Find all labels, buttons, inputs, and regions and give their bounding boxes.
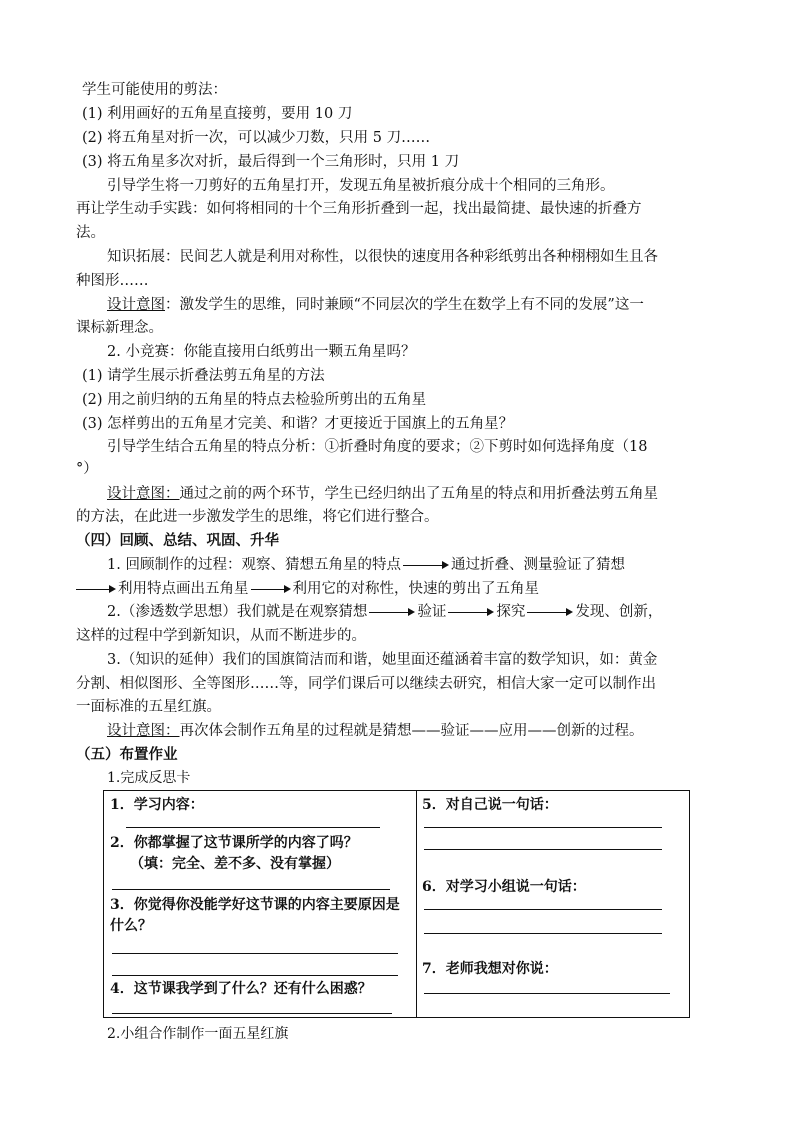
text-line: (2) 用之前归纳的五角星的特点去检验所剪出的五角星 <box>82 392 427 408</box>
flow-step: 发现、创新， <box>575 604 663 620</box>
arrow-icon <box>369 602 415 622</box>
answer-line[interactable] <box>424 849 662 850</box>
text-line: 种图形…… <box>76 273 149 289</box>
answer-line[interactable] <box>424 933 662 934</box>
arrow-icon <box>76 579 116 599</box>
design-intent-text: ：激发学生的思维，同时兼顾“不同层次的学生在数学上有不同的发展”这一 <box>165 297 644 313</box>
arrow-icon <box>251 579 291 599</box>
answer-line[interactable] <box>424 993 670 994</box>
text-line: °） <box>76 461 98 477</box>
card-question-1: 1．学习内容： <box>110 797 204 813</box>
text-line: 3.（知识的延伸）我们的国旗简洁而和谐，她里面还蕴涵着丰富的数学知识，如：黄金 <box>107 652 658 668</box>
reflection-card <box>103 790 690 1018</box>
design-intent-text: 再次体会制作五角星的过程就是猜想——验证——应用——创新的过程。 <box>179 723 644 739</box>
design-intent-line <box>107 721 644 741</box>
answer-line[interactable] <box>424 827 662 828</box>
flow-line <box>107 602 662 622</box>
text-line: 课标新理念。 <box>76 320 163 336</box>
text-line: 再让学生动手实践：如何将相同的十个三角形折叠到一起，找出最简捷、最快速的折叠方 <box>76 201 642 217</box>
design-intent-line <box>107 295 644 315</box>
answer-line[interactable] <box>112 975 398 976</box>
design-intent-label: 设计意图 <box>107 297 165 313</box>
flow-step: 验证 <box>417 604 447 620</box>
answer-line[interactable] <box>126 827 380 828</box>
flow-step: 2.（渗透数学思想）我们就是在观察猜想 <box>107 604 368 620</box>
design-intent-text: 通过之前的两个环节，学生已经归纳出了五角星的特点和用折叠法剪五角星 <box>179 486 658 502</box>
text-line: (1) 请学生展示折叠法剪五角星的方法 <box>82 368 325 384</box>
answer-line[interactable] <box>112 953 398 954</box>
text-line: 1.完成反思卡 <box>107 770 191 786</box>
answer-line[interactable] <box>112 1013 392 1014</box>
flow-step: 通过折叠、测量验证了猜想 <box>450 557 625 573</box>
flow-step: 利用特点画出五角星 <box>118 581 249 597</box>
flow-line <box>107 555 625 575</box>
arrow-icon <box>527 602 573 622</box>
card-divider <box>416 791 417 1017</box>
flow-step: 探究 <box>496 604 526 620</box>
text-line: 分割、相似图形、全等图形……等，同学们课后可以继续去研究，相信大家一定可以制作出 <box>76 676 656 692</box>
card-question-5: 5．对自己说一句话： <box>422 797 558 813</box>
text-line: (3) 怎样剪出的五角星才完美、和谐？才更接近于国旗上的五角星？ <box>82 416 514 432</box>
text-line: 知识拓展：民间艺人就是利用对称性，以很快的速度用各种彩纸剪出各种栩栩如生且各 <box>107 249 658 265</box>
card-question-6: 6．对学习小组说一句话： <box>422 879 586 895</box>
arrow-icon <box>448 602 494 622</box>
text-line: (1) 利用画好的五角星直接剪，要用 10 刀 <box>82 106 353 122</box>
text-line: (2) 将五角星对折一次，可以减少刀数，只用 5 刀…… <box>82 130 431 146</box>
text-line: 这样的过程中学到新知识，从而不断进步的。 <box>76 628 366 644</box>
card-question-3: 3．你觉得你没能学好这节课的内容主要原因是 <box>110 897 400 913</box>
text-line: 引导学生将一刀剪好的五角星打开，发现五角星被折痕分成十个相同的三角形。 <box>107 178 615 194</box>
section-heading: （五）布置作业 <box>76 746 178 763</box>
text-line: 学生可能使用的剪法： <box>82 82 227 98</box>
flow-line <box>76 579 539 599</box>
text-line: 引导学生结合五角星的特点分析：①折叠时角度的要求；②下剪时如何选择角度（18 <box>107 439 648 455</box>
section-heading: （四）回顾、总结、巩固、升华 <box>76 532 279 549</box>
text-line: 2. 小竞赛：你能直接用白纸剪出一颗五角星吗？ <box>107 344 416 360</box>
text-line: (3) 将五角星多次对折，最后得到一个三角形时，只用 1 刀 <box>82 154 460 170</box>
text-line: 的方法，在此进一步激发学生的思维，将它们进行整合。 <box>76 509 439 525</box>
card-question-2: 2．你都掌握了这节课所学的内容了吗？ <box>110 835 358 851</box>
text-line: 法。 <box>76 225 105 241</box>
answer-line[interactable] <box>424 909 662 910</box>
answer-line[interactable] <box>112 889 390 890</box>
design-intent-label: 设计意图： <box>107 486 180 502</box>
text-line: 一面标准的五星红旗。 <box>76 699 221 715</box>
text-line: 2.小组合作制作一面五星红旗 <box>107 1026 289 1042</box>
card-question-4: 4．这节课我学到了什么？还有什么困惑？ <box>110 981 372 997</box>
card-question-7: 7．老师我想对你说： <box>422 961 558 977</box>
flow-step: 利用它的对称性，快速的剪出了五角星 <box>292 581 539 597</box>
design-intent-line <box>107 484 658 504</box>
design-intent-label: 设计意图： <box>107 723 180 739</box>
card-question-3-cont: 什么？ <box>110 918 152 934</box>
flow-step: 1. 回顾制作的过程：观察、猜想五角星的特点 <box>107 557 401 573</box>
arrow-icon <box>403 555 449 575</box>
card-question-2-hint: （填：完全、差不多、没有掌握） <box>130 856 340 872</box>
